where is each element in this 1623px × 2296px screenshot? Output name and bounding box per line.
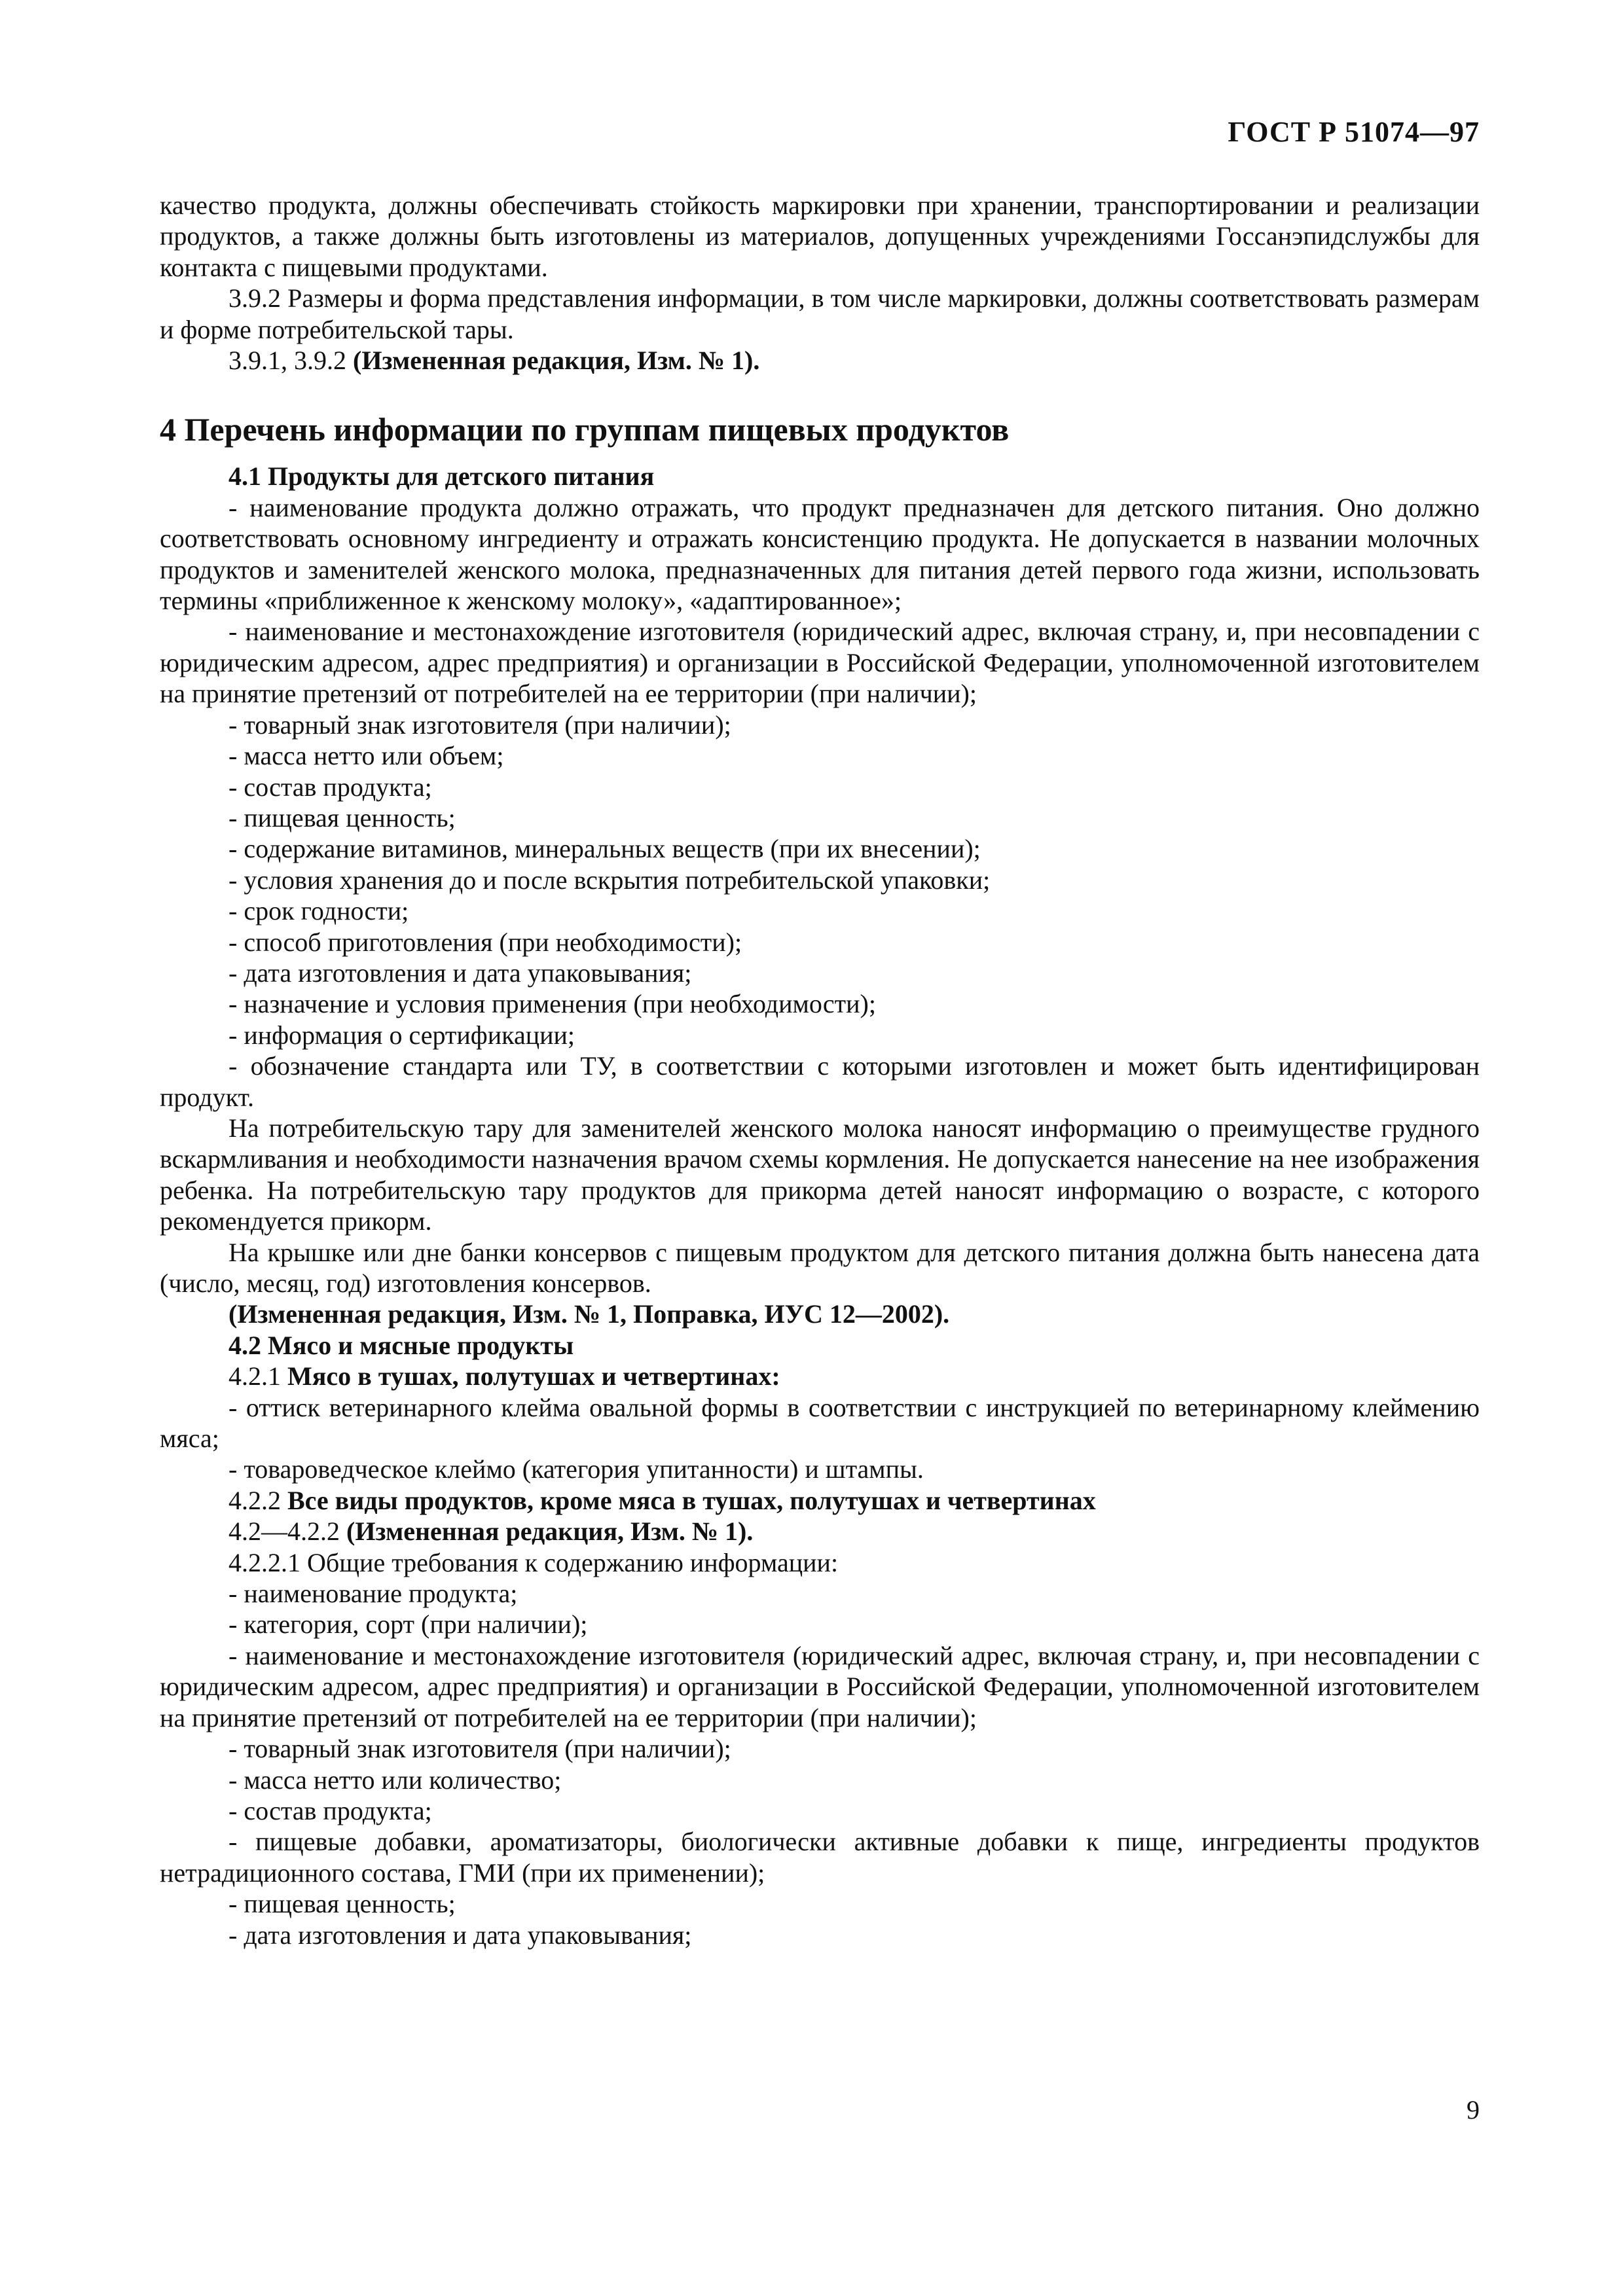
list-item: - пищевая ценность; — [228, 802, 456, 833]
clause-title: Все виды продуктов, кроме мяса в тушах, полутушах и четвертинах — [287, 1485, 1096, 1515]
list-item: - состав продукта; — [228, 772, 432, 802]
page-number: 9 — [1467, 2095, 1480, 2125]
list-item: - наименование продукта; — [228, 1579, 518, 1609]
list-paragraph: - пищевые добавки, ароматизаторы, биологически активные добавки к пище, ингредиенты продуктов нетрадиционного состава, ГМИ (при их применении); — [160, 1827, 1480, 1888]
amendment-text: (Измененная редакция, Изм. № 1). — [346, 1516, 754, 1547]
paragraph: 4.2.2.1 Общие требования к содержанию информации: — [228, 1547, 839, 1577]
clause-heading — [160, 1485, 1480, 1516]
list-item: - масса нетто или количество; — [228, 1765, 562, 1795]
list-item: - товароведческое клеймо (категория упитанности) и штампы. — [228, 1454, 924, 1484]
list-item: - товарный знак изготовителя (при наличии); — [228, 1734, 731, 1764]
paragraph: На потребительскую тару для заменителей женского молока наносят информацию о преимуществе грудного вскармливания и необходимости назначения врачом схемы кормления. Не допускается нанесение на нее изображения ребенка. На потребительскую тару продуктов для прикорма детей наносят информацию о возрасте, с которого рекомендуется прикорм. — [160, 1113, 1480, 1236]
clause-ref: 4.2—4.2.2 — [228, 1516, 346, 1547]
list-item: - масса нетто или объем; — [228, 741, 504, 771]
list-item: - срок годности; — [228, 896, 409, 926]
list-item: - пищевая ценность; — [228, 1889, 456, 1919]
document-body — [160, 190, 1480, 1950]
list-item: - дата изготовления и дата упаковывания; — [228, 1920, 692, 1950]
list-paragraph: - наименование и местонахождение изготовителя (юридический адрес, включая страну, и, при несовпадении с юридическим адресом, адрес предприятия) и организации в Российской Федерации, уполномоченной изготовителем на принятие претензий от потребителей на ее территории (при наличии); — [160, 1640, 1480, 1732]
amendment-text: (Измененная редакция, Изм. № 1). — [353, 346, 760, 376]
subsection-heading: 4.1 Продукты для детского питания — [228, 461, 655, 492]
list-paragraph: - наименование продукта должно отражать, что продукт предназначен для детского питания. Оно должно соответствовать основному ингредиенту и отражать консистенцию продукта. Не допускается в названии молочных продуктов и заменителей женского молока, предназначенных для питания детей первого года жизни, использовать термины «приближенное к женскому молоку», «адаптированное»; — [160, 492, 1480, 616]
amendment-note: (Измененная редакция, Изм. № 1, Поправка, ИУС 12—2002). — [228, 1299, 950, 1329]
list-item: - дата изготовления и дата упаковывания; — [228, 958, 692, 988]
clause-title: Мясо в тушах, полутушах и четвертинах: — [287, 1361, 780, 1391]
list-item: - товарный знак изготовителя (при наличии); — [228, 709, 731, 740]
list-item: - назначение и условия применения (при необходимости); — [228, 989, 876, 1019]
list-item: - содержание витаминов, минеральных веществ (при их внесении); — [228, 834, 981, 864]
list-paragraph: - наименование и местонахождение изготовителя (юридический адрес, включая страну, и, при несовпадении с юридическим адресом, адрес предприятия) и организации в Российской Федерации, уполномоченной изготовителем на принятие претензий от потребителей на ее территории (при наличии); — [160, 617, 1480, 709]
list-item: - информация о сертификации; — [228, 1020, 575, 1050]
list-item: - категория, сорт (при наличии); — [228, 1609, 588, 1640]
clause-number: 4.2.1 — [228, 1361, 287, 1391]
clause-ref: 3.9.1, 3.9.2 — [228, 346, 353, 376]
paragraph: На крышке или дне банки консервов с пищевым продуктом для детского питания должна быть нанесена дата (число, месяц, год) изготовления консервов. — [160, 1237, 1480, 1298]
list-paragraph: - оттиск ветеринарного клейма овальной формы в соответствии с инструкцией по ветеринарному клеймению мяса; — [160, 1392, 1480, 1454]
list-item: - состав продукта; — [228, 1795, 432, 1825]
clause-heading — [160, 1361, 1480, 1391]
clause-number: 4.2.2 — [228, 1485, 287, 1515]
section-heading: 4 Перечень информации по группам пищевых продуктов — [160, 411, 1010, 448]
list-paragraph: - обозначение стандарта или ТУ, в соответствии с которыми изготовлен и может быть идентифицирован продукт. — [160, 1051, 1480, 1112]
amendment-note — [160, 345, 1480, 376]
document-code-header: ГОСТ Р 51074—97 — [1228, 116, 1480, 148]
paragraph: 3.9.2 Размеры и форма представления информации, в том числе маркировки, должны соответствовать размерам и форме потребительской тары. — [160, 283, 1480, 344]
paragraph: качество продукта, должны обеспечивать стойкость маркировки при хранении, транспортировании и реализации продуктов, а также должны быть изготовлены из материалов, допущенных учреждениями Госсанэпидслужбы для контакта с пищевыми продуктами. — [160, 190, 1480, 282]
subsection-heading: 4.2 Мясо и мясные продукты — [228, 1330, 574, 1360]
list-item: - условия хранения до и после вскрытия потребительской упаковки; — [228, 865, 991, 895]
amendment-note — [160, 1516, 1480, 1547]
list-item: - способ приготовления (при необходимости); — [228, 927, 742, 957]
